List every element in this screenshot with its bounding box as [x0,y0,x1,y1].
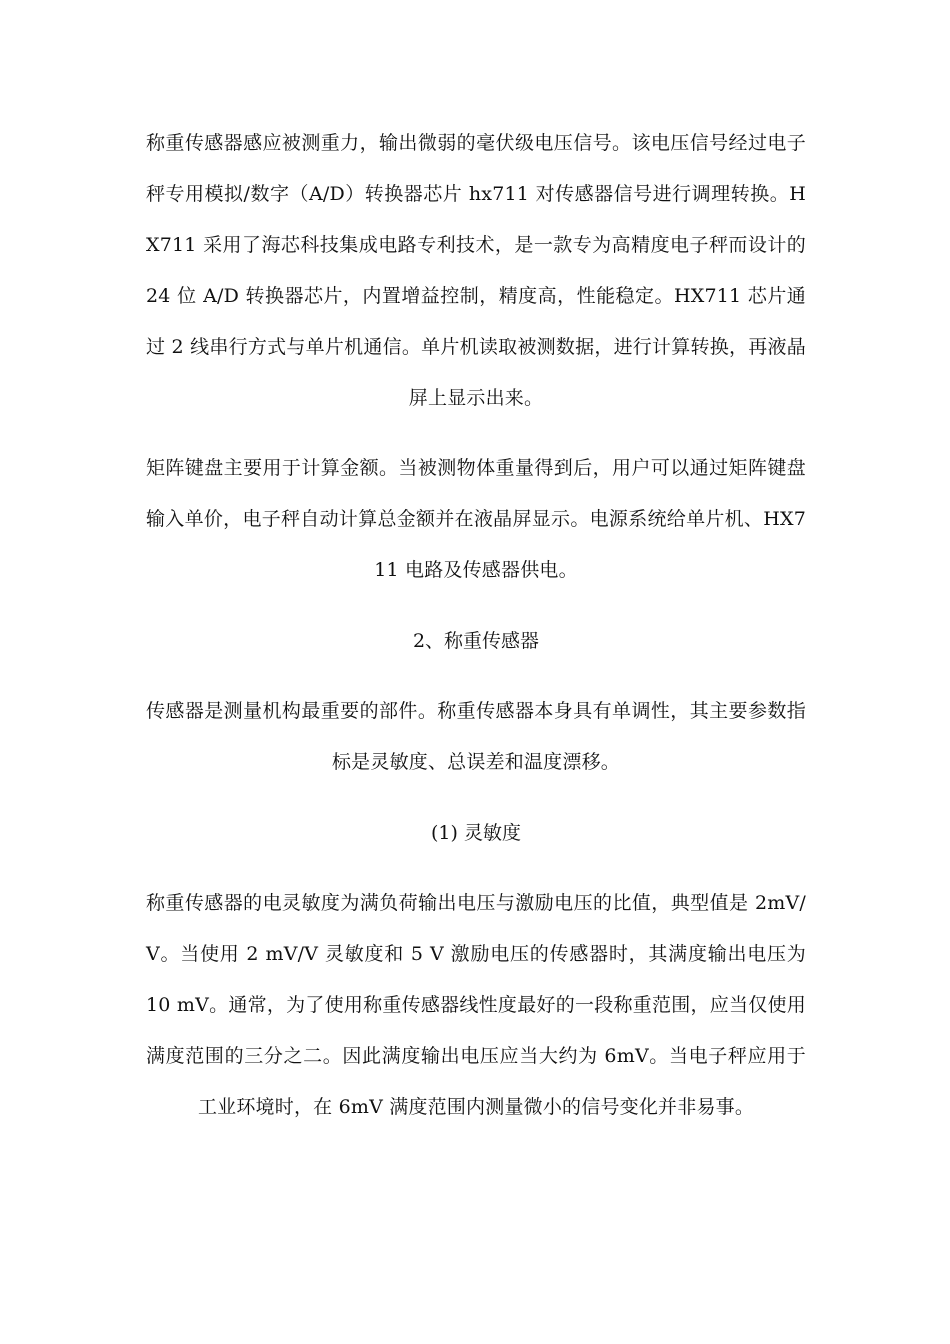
section-heading-load-cell: 2、称重传感器 [412,630,540,652]
paragraph-signal-chain: 称重传感器感应被测重力，输出微弱的毫伏级电压信号。该电压信号经过电子秤专用模拟/数字（A/D）转换器芯片 hx711 对传感器信号进行调理转换。HX711 采用了海芯科技集成电路专利技术，是一款专为高精度电子秤而设计的 24 位 A/D 转换器芯片，内置增益控制，精度高，性能稳定。HX711 芯片通过 2 线串行方式与单片机通信。单片机读取被测数据，进行计算转换，再液晶屏上显示出来。 [146,132,806,409]
subsection-heading-sensitivity: (1) 灵敏度 [431,822,521,844]
paragraph-sensor-intro: 传感器是测量机构最重要的部件。称重传感器本身具有单调性，其主要参数指标是灵敏度、总误差和温度漂移。 [146,700,806,773]
paragraph-keypad-power: 矩阵键盘主要用于计算金额。当被测物体重量得到后，用户可以通过矩阵键盘输入单价，电子秤自动计算总金额并在液晶屏显示。电源系统给单片机、HX711 电路及传感器供电。 [146,457,806,581]
paragraph-sensitivity: 称重传感器的电灵敏度为满负荷输出电压与激励电压的比值，典型值是 2mV/V。当使用 2 mV/V 灵敏度和 5 V 激励电压的传感器时，其满度输出电压为 10 mV。通常，为了使用称重传感器线性度最好的一段称重范围，应当仅使用满度范围的三分之二。因此满度输出电压应当大约为 6mV。当电子秤应用于工业环境时，在 6mV 满度范围内测量微小的信号变化并非易事。 [146,892,806,1118]
document-page [146,118,806,1133]
